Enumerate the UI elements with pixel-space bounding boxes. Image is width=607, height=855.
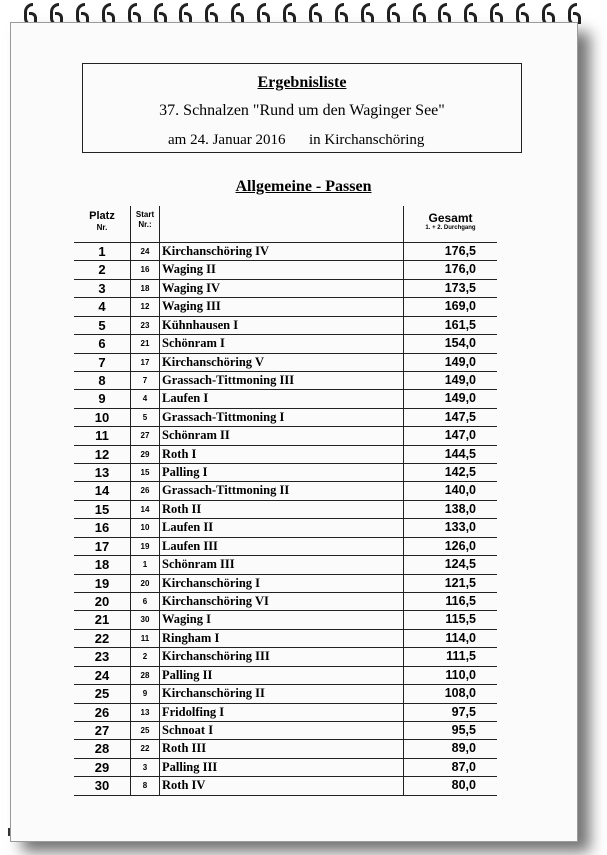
column-divider xyxy=(159,464,160,481)
table-row xyxy=(74,648,497,666)
rank-cell: 15 xyxy=(94,501,110,517)
start-number-cell: 17 xyxy=(140,357,150,367)
start-header xyxy=(131,210,159,230)
table-row xyxy=(74,446,497,464)
start-header-label: Start xyxy=(135,210,155,219)
team-cell: Waging I xyxy=(162,612,211,627)
team-cell: Fridolfing I xyxy=(162,704,225,719)
total-score-cell: 154,0 xyxy=(444,336,476,351)
start-number-cell: 28 xyxy=(140,670,150,680)
start-number-cell: 24 xyxy=(140,247,150,256)
team-cell: Laufen I xyxy=(162,391,209,406)
team-cell: Laufen III xyxy=(162,538,218,553)
table-row xyxy=(74,611,497,629)
column-divider xyxy=(159,538,160,555)
start-number-cell: 16 xyxy=(140,265,150,275)
rank-cell: 27 xyxy=(94,722,110,738)
rank-cell: 9 xyxy=(98,391,106,407)
total-header-label: Gesamt xyxy=(428,211,473,225)
team-cell: Schönram II xyxy=(162,428,230,443)
column-divider xyxy=(159,354,160,371)
total-score-cell: 116,5 xyxy=(445,594,476,609)
team-cell: Waging IV xyxy=(162,280,221,295)
team-cell: Laufen II xyxy=(162,520,214,535)
page-mark xyxy=(8,828,10,836)
total-header-sub: 1. + 2. Durchgang xyxy=(425,225,476,231)
team-cell: Waging II xyxy=(162,262,216,277)
table-row xyxy=(74,427,497,445)
rank-header-label: Platz xyxy=(89,210,115,222)
table-row xyxy=(74,519,497,537)
column-divider xyxy=(159,556,160,573)
rank-header-sub: Nr. xyxy=(96,223,108,232)
table-row xyxy=(74,261,497,279)
team-cell: Kirchanschöring II xyxy=(162,686,265,701)
table-row xyxy=(74,354,497,372)
total-score-cell: 126,0 xyxy=(444,538,476,553)
total-score-cell: 121,5 xyxy=(444,575,476,590)
start-number-cell: 4 xyxy=(142,394,148,404)
total-score-cell: 142,5 xyxy=(444,465,476,480)
rank-cell: 28 xyxy=(94,741,110,757)
table-row xyxy=(74,685,497,703)
team-cell: Waging III xyxy=(162,299,221,314)
team-cell: Kirchanschöring I xyxy=(162,575,261,590)
team-cell: Ringham I xyxy=(162,630,220,645)
total-score-cell: 108,0 xyxy=(444,686,476,701)
start-number-cell: 30 xyxy=(140,615,150,625)
start-number-cell: 21 xyxy=(140,339,150,349)
column-divider xyxy=(159,759,160,776)
start-number-cell: 15 xyxy=(140,468,150,478)
results-rows xyxy=(74,243,497,796)
start-number-cell: 20 xyxy=(140,578,150,588)
rank-cell: 26 xyxy=(94,704,110,720)
event-name: 37. Schnalzen "Rund um den Waginger See" xyxy=(159,102,445,119)
rank-cell: 17 xyxy=(94,538,110,554)
rank-cell: 24 xyxy=(94,667,110,683)
total-header xyxy=(404,212,497,232)
column-divider xyxy=(159,611,160,628)
start-number-cell: 13 xyxy=(140,707,150,717)
team-cell: Schönram III xyxy=(162,557,235,572)
column-divider xyxy=(159,519,160,536)
team-cell: Roth IV xyxy=(162,778,206,793)
column-divider xyxy=(159,740,160,757)
rank-cell: 30 xyxy=(94,778,110,794)
start-number-cell: 12 xyxy=(140,302,150,312)
start-header-sub: Nr.: xyxy=(138,220,152,229)
column-divider xyxy=(159,390,160,407)
rank-cell: 10 xyxy=(94,409,110,425)
rank-cell: 21 xyxy=(94,612,110,628)
start-number-cell: 1 xyxy=(142,560,148,570)
column-divider xyxy=(159,722,160,739)
team-cell: Palling I xyxy=(162,465,208,480)
start-number-cell: 25 xyxy=(140,725,150,735)
start-number-cell: 14 xyxy=(140,504,150,514)
column-divider xyxy=(159,648,160,665)
total-score-cell: 124,5 xyxy=(444,557,476,572)
total-score-cell: 115,5 xyxy=(445,612,476,627)
start-number-cell: 3 xyxy=(142,762,148,772)
start-number-cell: 5 xyxy=(142,412,148,422)
team-cell: Grassach-Tittmoning III xyxy=(162,372,295,387)
start-number-cell: 22 xyxy=(140,744,150,754)
event-place: in Kirchanschöring xyxy=(309,132,425,148)
table-row xyxy=(74,759,497,777)
column-divider xyxy=(159,630,160,647)
table-row xyxy=(74,556,497,574)
total-score-cell: 140,0 xyxy=(444,483,476,498)
rank-cell: 3 xyxy=(98,280,106,296)
team-cell: Kirchanschöring III xyxy=(162,649,270,664)
rank-header xyxy=(74,210,130,234)
team-cell: Schönram I xyxy=(162,336,225,351)
team-cell: Palling III xyxy=(162,759,218,774)
table-row xyxy=(74,390,497,408)
column-divider xyxy=(159,206,160,242)
start-number-cell: 7 xyxy=(142,375,148,385)
header-box xyxy=(82,63,522,153)
results-table xyxy=(74,206,497,796)
column-divider xyxy=(159,335,160,352)
table-row xyxy=(74,243,497,261)
start-number-cell: 8 xyxy=(142,781,148,791)
rank-cell: 16 xyxy=(94,520,110,536)
team-cell: Roth I xyxy=(162,446,197,461)
table-row xyxy=(74,575,497,593)
column-divider xyxy=(159,446,160,463)
total-score-cell: 176,5 xyxy=(444,244,476,258)
table-row xyxy=(74,722,497,740)
rank-cell: 12 xyxy=(94,446,110,462)
column-divider xyxy=(159,482,160,499)
team-cell: Kühnhausen I xyxy=(162,317,239,332)
start-number-cell: 26 xyxy=(140,486,150,496)
rank-cell: 25 xyxy=(94,686,110,702)
table-row xyxy=(74,740,497,758)
rank-cell: 14 xyxy=(94,483,110,499)
column-divider xyxy=(159,593,160,610)
rank-cell: 23 xyxy=(94,649,110,665)
rank-cell: 11 xyxy=(95,428,109,444)
column-divider xyxy=(159,575,160,592)
total-score-cell: 161,5 xyxy=(444,317,476,332)
total-score-cell: 133,0 xyxy=(444,520,476,535)
table-row xyxy=(74,482,497,500)
total-score-cell: 138,0 xyxy=(444,501,476,516)
total-score-cell: 87,0 xyxy=(451,759,476,774)
column-divider xyxy=(159,667,160,684)
table-row xyxy=(74,538,497,556)
rank-cell: 7 xyxy=(98,354,106,370)
table-row xyxy=(74,501,497,519)
total-score-cell: 95,5 xyxy=(451,722,476,737)
start-number-cell: 19 xyxy=(140,541,150,551)
team-cell: Grassach-Tittmoning II xyxy=(162,483,290,498)
total-score-cell: 149,0 xyxy=(444,391,476,406)
start-number-cell: 10 xyxy=(140,523,150,533)
total-score-cell: 144,5 xyxy=(444,446,476,461)
start-number-cell: 11 xyxy=(140,633,150,643)
team-cell: Kirchanschöring VI xyxy=(162,594,269,609)
column-divider xyxy=(159,409,160,426)
total-score-cell: 149,0 xyxy=(444,354,476,369)
table-row xyxy=(74,409,497,427)
start-number-cell: 6 xyxy=(142,597,148,607)
start-number-cell: 18 xyxy=(140,283,150,293)
table-row xyxy=(74,372,497,390)
team-cell: Palling II xyxy=(162,667,213,682)
table-row xyxy=(74,335,497,353)
rank-cell: 6 xyxy=(98,336,106,352)
team-cell: Roth II xyxy=(162,501,202,516)
column-divider xyxy=(159,298,160,315)
table-row xyxy=(74,704,497,722)
total-score-cell: 110,0 xyxy=(445,667,476,682)
team-cell: Grassach-Tittmoning I xyxy=(162,409,285,424)
table-row xyxy=(74,667,497,685)
column-divider xyxy=(159,427,160,444)
table-row xyxy=(74,298,497,316)
table-row xyxy=(74,280,497,298)
team-cell: Kirchanschöring V xyxy=(162,354,264,369)
event-date: am 24. Januar 2016 xyxy=(168,132,286,148)
column-divider xyxy=(159,777,160,794)
rank-cell: 19 xyxy=(94,575,110,591)
column-divider xyxy=(159,704,160,721)
total-score-cell: 147,0 xyxy=(444,428,476,443)
column-divider xyxy=(159,317,160,334)
rank-cell: 8 xyxy=(98,372,106,388)
table-row xyxy=(74,317,497,335)
total-score-cell: 173,5 xyxy=(444,280,476,295)
start-number-cell: 29 xyxy=(140,449,150,459)
rank-cell: 29 xyxy=(94,759,110,775)
total-score-cell: 80,0 xyxy=(451,778,476,793)
team-cell: Schnoat I xyxy=(162,722,214,737)
table-row xyxy=(74,593,497,611)
total-score-cell: 176,0 xyxy=(444,262,476,277)
team-cell: Kirchanschöring IV xyxy=(162,244,270,258)
start-number-cell: 9 xyxy=(142,689,148,699)
table-row xyxy=(74,464,497,482)
column-divider xyxy=(159,501,160,518)
rank-cell: 20 xyxy=(94,594,110,610)
total-score-cell: 149,0 xyxy=(444,372,476,387)
section-title: Allgemeine - Passen xyxy=(235,178,372,195)
column-divider xyxy=(159,243,160,260)
rank-cell: 18 xyxy=(94,557,110,573)
rank-cell: 2 xyxy=(98,262,106,278)
total-score-cell: 97,5 xyxy=(451,704,476,719)
total-score-cell: 111,5 xyxy=(446,649,476,664)
total-score-cell: 147,5 xyxy=(444,409,476,424)
column-divider xyxy=(159,372,160,389)
document-title: Ergebnisliste xyxy=(257,74,347,91)
rank-cell: 5 xyxy=(98,317,106,333)
rank-cell: 22 xyxy=(94,630,110,646)
table-row xyxy=(74,630,497,648)
column-divider xyxy=(159,280,160,297)
table-row xyxy=(74,777,497,795)
team-cell: Roth III xyxy=(162,741,207,756)
rank-cell: 4 xyxy=(98,299,106,315)
rank-cell: 1 xyxy=(98,244,106,259)
rank-cell: 13 xyxy=(94,465,110,481)
total-score-cell: 169,0 xyxy=(444,299,476,314)
total-score-cell: 89,0 xyxy=(451,741,476,756)
start-number-cell: 27 xyxy=(140,431,150,441)
start-number-cell: 23 xyxy=(140,320,150,330)
table-header xyxy=(74,206,497,243)
total-score-cell: 114,0 xyxy=(445,630,476,645)
start-number-cell: 2 xyxy=(142,652,148,662)
column-divider xyxy=(159,261,160,278)
column-divider xyxy=(159,685,160,702)
